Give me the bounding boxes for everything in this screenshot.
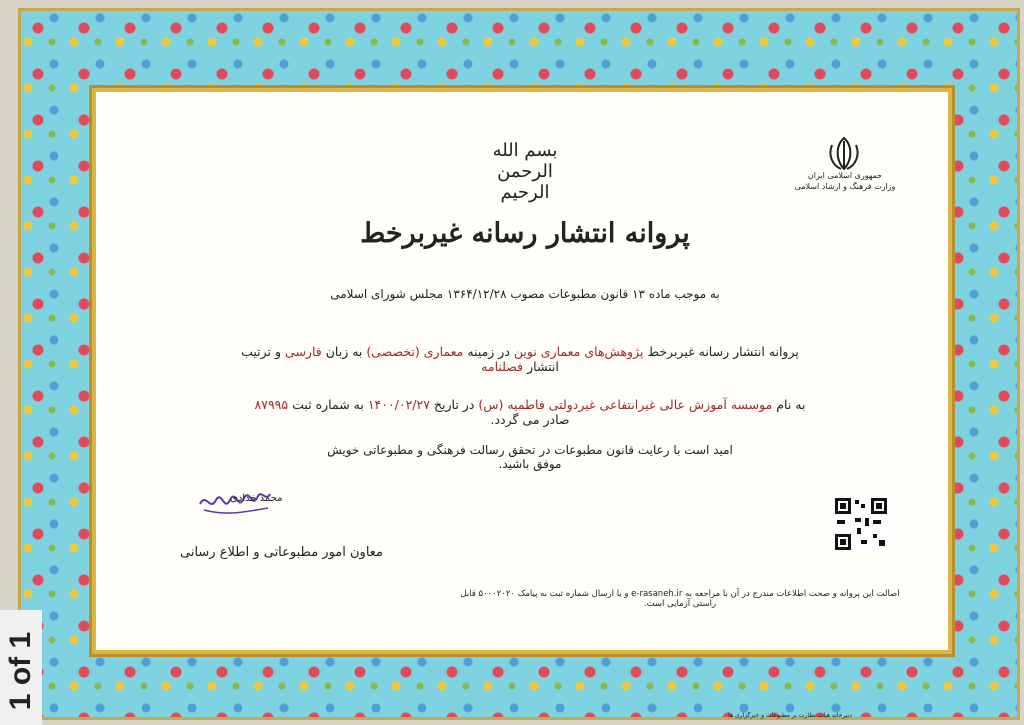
signer-title: معاون امور مطبوعاتی و اطلاع رسانی [180, 545, 384, 560]
license-details-line [240, 344, 800, 374]
page-indicator [0, 610, 42, 725]
field-label: در زمینه [467, 344, 510, 359]
publisher-name: موسسه آموزش عالی غیرانتفاعی غیردولتی فاطمیه (س) [478, 397, 773, 412]
iran-emblem-icon [826, 135, 862, 173]
ministry-header [790, 170, 900, 192]
issue-date: ۱۴۰۰/۰۲/۲۷ [367, 397, 430, 412]
language-label: به زبان [325, 344, 363, 359]
frequency-label: و ترتیب انتشار [241, 344, 559, 374]
legal-basis-line: به موجب ماده ۱۳ قانون مطبوعات مصوب ۱۳۶۴/۱۲/۲۸ مجلس شورای اسلامی [330, 287, 720, 301]
publication-frequency: فصلنامه [481, 359, 524, 374]
publication-field: معماری (تخصصی) [366, 344, 464, 359]
publisher-line [250, 397, 810, 427]
page-indicator-label: 1 of 1 [4, 631, 37, 711]
ministry-line-1: جمهوری اسلامی ایران [807, 171, 883, 180]
closing-wish-line: امید است با رعایت قانون مطبوعات در تحقق رسالت فرهنگی و مطبوعاتی خویش موفق باشید. [327, 443, 733, 471]
registration-label: به شماره ثبت [292, 397, 364, 412]
publisher-prefix: به نام [776, 397, 806, 412]
verification-footnote: اصالت این پروانه و صحت اطلاعات مندرج در آن با مراجعه به e-rasaneh.ir و یا ارسال شماره ثبت به پیامک ۵۰۰۰۲۰۲۰ قابل راستی آزمایی است. [460, 589, 900, 609]
issued-suffix: صادر می گردد. [490, 412, 570, 427]
certificate-title: پروانه انتشار رسانه غیربرخط [360, 218, 690, 249]
qr-code [833, 496, 889, 552]
basmala: بسم الله الرحمن الرحیم [492, 140, 558, 203]
date-label: در تاریخ [433, 397, 475, 412]
registration-number: ۸۷۹۹۵ [254, 397, 289, 412]
ministry-line-2: وزارت فرهنگ و ارشاد اسلامی [794, 182, 896, 191]
publication-name: پژوهش‌های معماری نوین [513, 344, 644, 359]
secretariat-strip: دبیرخانه هیات نظارت بر مطبوعات و خبرگزاری ها [728, 712, 852, 719]
license-prefix: پروانه انتشار رسانه غیربرخط [647, 344, 799, 359]
signer-name: محمد خدادی [230, 493, 283, 504]
publication-language: فارسی [285, 344, 322, 359]
